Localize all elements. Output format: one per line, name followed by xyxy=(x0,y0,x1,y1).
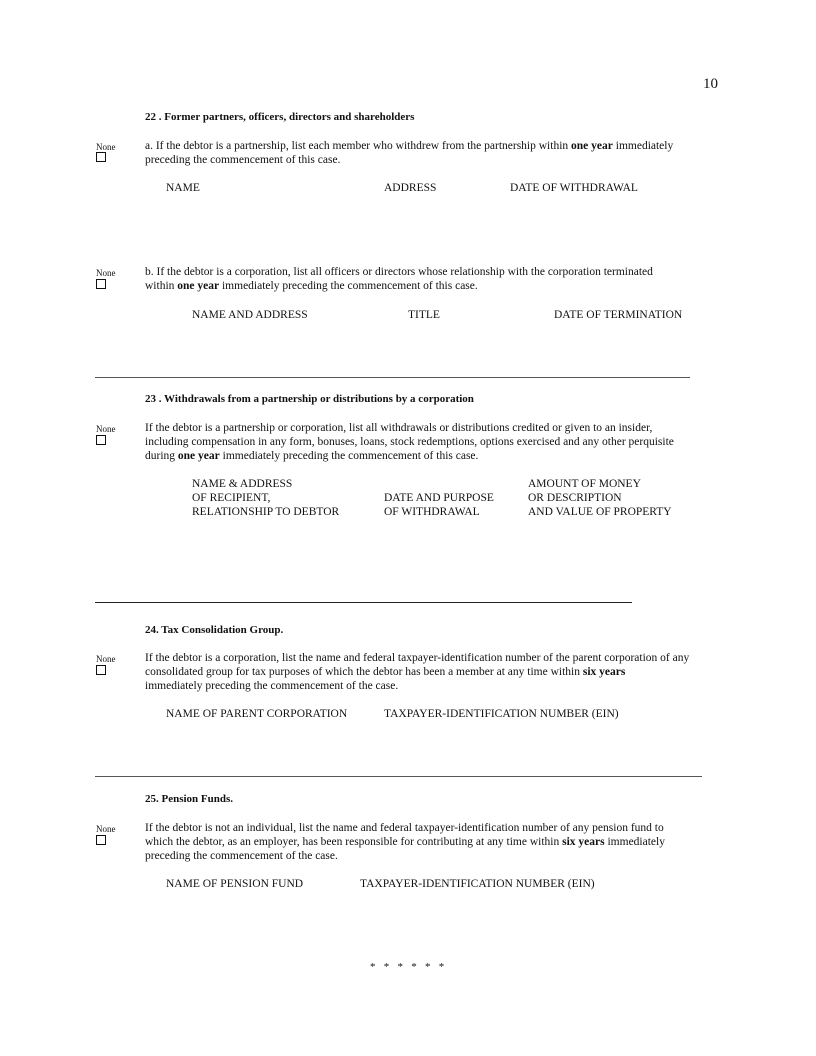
section-divider xyxy=(95,776,702,777)
page-number: 10 xyxy=(703,76,718,92)
section-22a-text: a. If the debtor is a partnership, list each member who withdrew from the partnership within one year immediately preceding the commencement of this case. xyxy=(145,140,674,166)
section-divider xyxy=(95,602,632,603)
col-header-ein: TAXPAYER-IDENTIFICATION NUMBER (EIN) xyxy=(384,708,619,720)
col-header-parent-corporation: NAME OF PARENT CORPORATION xyxy=(166,708,348,720)
col-header-title: TITLE xyxy=(408,309,440,321)
col-header-date-of-termination: DATE OF TERMINATION xyxy=(554,309,683,321)
col-header-date-and-purpose: DATE AND PURPOSE OF WITHDRAWAL xyxy=(384,492,494,518)
none-checkbox-22a[interactable] xyxy=(96,152,106,162)
col-header-date-of-withdrawal: DATE OF WITHDRAWAL xyxy=(510,182,638,194)
end-of-section-marker: * * * * * * xyxy=(370,961,445,973)
col-header-ein: TAXPAYER-IDENTIFICATION NUMBER (EIN) xyxy=(360,878,595,890)
col-header-recipient: NAME & ADDRESS OF RECIPIENT, RELATIONSHIP TO DEBTOR xyxy=(192,478,340,518)
none-checkbox-25[interactable] xyxy=(96,835,106,845)
none-label-22b: None xyxy=(96,268,116,278)
section-22-heading: 22 . Former partners, officers, directors and shareholders xyxy=(145,111,415,123)
none-label-22a: None xyxy=(96,142,116,152)
col-header-address: ADDRESS xyxy=(384,182,437,194)
section-divider xyxy=(95,377,690,378)
section-24-heading: 24. Tax Consolidation Group. xyxy=(145,624,284,636)
section-22b-text: b. If the debtor is a corporation, list all officers or directors whose relationship with the corporation terminated within one year immediately preceding the commencement of this case. xyxy=(145,266,653,292)
section-25-text: If the debtor is not an individual, list the name and federal taxpayer-identification number of any pension fund to which the debtor, as an employer, has been responsible for contributing at any time within six years immediately preceding the commencement of the case. xyxy=(145,822,665,862)
section-23-text: If the debtor is a partnership or corporation, list all withdrawals or distributions credited or given to an insider, including compensation in any form, bonuses, loans, stock redemptions, options exercised and any other perquisite during one year immediately preceding the commencement of this case. xyxy=(145,422,674,462)
col-header-amount: AMOUNT OF MONEY OR DESCRIPTION AND VALUE OF PROPERTY xyxy=(528,478,672,518)
col-header-pension-fund: NAME OF PENSION FUND xyxy=(166,878,304,890)
section-23-heading: 23 . Withdrawals from a partnership or distributions by a corporation xyxy=(145,393,474,405)
section-25-heading: 25. Pension Funds. xyxy=(145,793,234,805)
col-header-name: NAME xyxy=(166,182,200,194)
none-label-24: None xyxy=(96,654,116,664)
none-checkbox-23[interactable] xyxy=(96,435,106,445)
none-checkbox-22b[interactable] xyxy=(96,279,106,289)
none-label-23: None xyxy=(96,424,116,434)
col-header-name-and-address: NAME AND ADDRESS xyxy=(192,309,308,321)
section-24-text: If the debtor is a corporation, list the name and federal taxpayer-identification number of the parent corporation of any consolidated group for tax purposes of which the debtor has been a member at any time within six years immediately preceding the commencement of the case. xyxy=(145,652,690,692)
none-label-25: None xyxy=(96,824,116,834)
none-checkbox-24[interactable] xyxy=(96,665,106,675)
